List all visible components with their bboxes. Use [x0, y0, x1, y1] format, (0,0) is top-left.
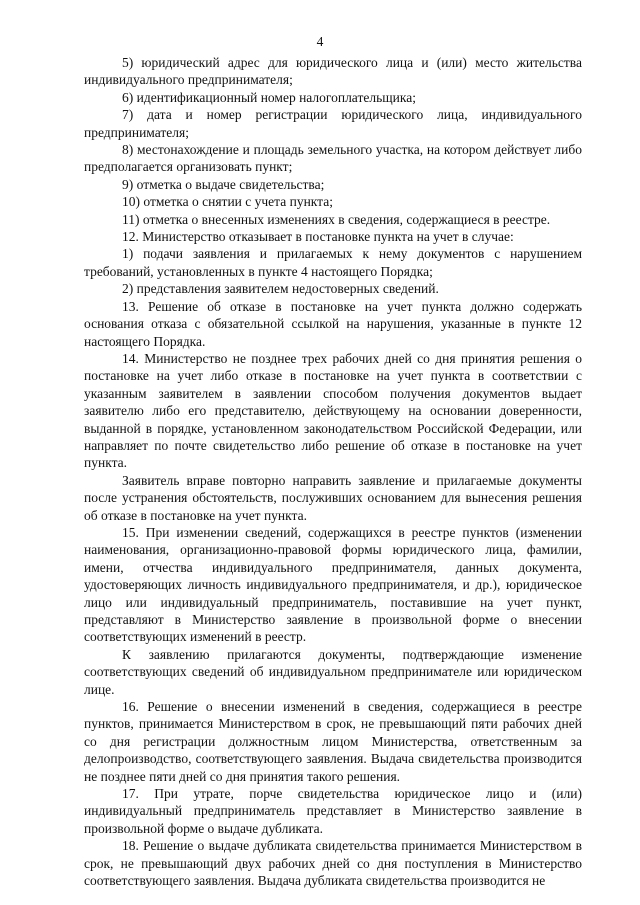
paragraph-item-6: 6) идентификационный номер налогоплательщика; — [122, 89, 416, 105]
page-number: 4 — [316, 34, 324, 49]
paragraph-item-11: 11) отметка о внесенных изменениях в сведения, содержащиеся в реестре. — [122, 211, 551, 227]
paragraph-clause-18: 18. Решение о выдаче дубликата свидетельства принимается Министерством в срок, не превышающий двух рабочих дней со дня поступления в Министерство соответствующего заявления. Выдача дубликата свидетельства производится не — [84, 838, 582, 889]
paragraph-item-7: 7) дата и номер регистрации юридического лица, индивидуального предпринимателя; — [84, 107, 582, 140]
paragraph-clause-12-item-2: 2) представления заявителем недостоверных сведений. — [122, 281, 439, 297]
paragraph-clause-16: 16. Решение о внесении изменений в сведения, содержащиеся в реестре пунктов, принимается Министерством в срок, не превышающий пяти рабочих дней со дня регистрации должностным лицом Министерства, ответственным за делопроизводство, соответствующего заявления. Выдача свидетельства производится не позднее пяти дней со дня принятия такого решения. — [84, 699, 582, 784]
paragraph-item-8: 8) местонахождение и площадь земельного участка, на котором действует либо предполагается организовать пункт; — [84, 142, 582, 175]
document-body — [84, 54, 582, 890]
paragraph-clause-12: 12. Министерство отказывает в постановке пункта на учет в случае: — [122, 229, 514, 245]
paragraph-item-10: 10) отметка о снятии с учета пункта; — [122, 194, 333, 210]
paragraph-item-9: 9) отметка о выдаче свидетельства; — [122, 176, 325, 192]
paragraph-clause-12-item-1: 1) подачи заявления и прилагаемых к нему документов с нарушением требований, установленных в пункте 4 настоящего Порядка; — [84, 246, 582, 279]
paragraph-clause-15-continued: К заявлению прилагаются документы, подтверждающие изменение соответствующих сведений об индивидуальном предпринимателе или юридическом лице. — [84, 646, 582, 697]
paragraph-clause-17: 17. При утрате, порче свидетельства юридическое лицо и (или) индивидуальный предприниматель представляет в Министерство заявление в произвольной форме о выдаче дубликата. — [84, 786, 582, 836]
paragraph-clause-14-continued: Заявитель вправе повторно направить заявление и прилагаемые документы после устранения обстоятельств, послуживших основанием для вынесения решения об отказе в постановке на учет пункта. — [84, 472, 582, 523]
paragraph-item-5: 5) юридический адрес для юридического лица и (или) место жительства индивидуального предпринимателя; — [84, 55, 582, 88]
paragraph-clause-13: 13. Решение об отказе в постановке на учет пункта должно содержать основания отказа с обязательной ссылкой на нарушения, указанные в пункте 12 настоящего Порядка. — [84, 298, 582, 349]
paragraph-clause-14: 14. Министерство не позднее трех рабочих дней со дня принятия решения о постановке на учет либо отказе в постановке на учет пункта в соответствии с указанным заявителем в заявлении способом получения документов выдает заявителю либо его представителю, действующему на основании доверенности, выданной в порядке, установленном законодательством Российской Федерации, или направляет по почте свидетельство либо решение об отказе в постановке на учет пункта. — [84, 350, 582, 471]
paragraph-clause-15: 15. При изменении сведений, содержащихся в реестре пунктов (изменении наименования, организационно-правовой формы юридического лица, фамилии, имени, отчества индивидуального предпринимателя, данных документа, удостоверяющих личность индивидуального предпринимателя, и др.), юридическое лицо или индивидуальный предприниматель, поставившие на учет пункт, представляют в Министерство заявление в произвольной форме о внесении соответствующих изменений в реестр. — [84, 524, 582, 645]
